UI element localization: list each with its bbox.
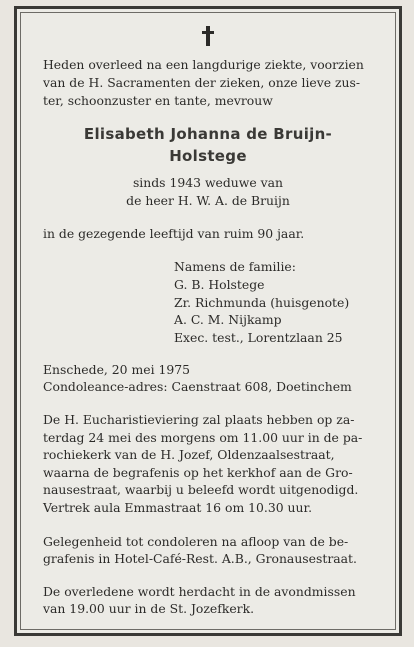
deceased-name-line: Elisabeth Johanna de Bruijn-	[83, 125, 333, 143]
intro-line: Heden overleed na een langdurige ziekte, voorzien	[43, 57, 364, 72]
widow-line: sinds 1943 weduwe van	[132, 175, 284, 190]
age-line: in de gezegende leeftijd van ruim 90 jaar.	[43, 226, 305, 241]
cross-icon	[202, 26, 214, 46]
remembrance-line: van 19.00 uur in de St. Jozefkerk.	[43, 601, 255, 616]
mass-line: nausestraat, waarbij u beleefd wordt uitgenodigd.	[43, 482, 359, 497]
mass-line: waarna de begrafenis op het kerkhof aan de Gro-	[43, 465, 353, 480]
condolence-line: Gelegenheid tot condoleren na afloop van de be-	[43, 534, 349, 549]
deceased-name-line: Holstege	[169, 147, 247, 165]
family-line: Namens de familie:	[174, 259, 296, 274]
intro-line: van de H. Sacramenten der zieken, onze lieve zus-	[43, 75, 361, 90]
mass-line: terdag 24 mei des morgens om 11.00 uur in de pa-	[43, 430, 363, 445]
place-date: Enschede, 20 mei 1975	[43, 362, 190, 377]
condolence-address: Condoleance-adres: Caenstraat 608, Doetinchem	[43, 379, 352, 394]
mass-line: Vertrek aula Emmastraat 16 om 10.30 uur.	[43, 500, 313, 515]
family-line: A. C. M. Nijkamp	[174, 312, 282, 327]
intro-line: ter, schoonzuster en tante, mevrouw	[43, 93, 273, 108]
family-line: G. B. Holstege	[174, 277, 265, 292]
family-line: Exec. test., Lorentzlaan 25	[174, 330, 343, 345]
death-notice	[14, 6, 402, 636]
condolence-line: grafenis in Hotel-Café-Rest. A.B., Gronausestraat.	[43, 551, 357, 566]
mass-line: De H. Eucharistieviering zal plaats hebben op za-	[43, 412, 355, 427]
widow-line: de heer H. W. A. de Bruijn	[126, 193, 290, 208]
family-line: Zr. Richmunda (huisgenote)	[174, 295, 350, 310]
mass-line: rochiekerk van de H. Jozef, Oldenzaalsestraat,	[43, 447, 335, 462]
remembrance-line: De overledene wordt herdacht in de avondmissen	[43, 584, 356, 599]
